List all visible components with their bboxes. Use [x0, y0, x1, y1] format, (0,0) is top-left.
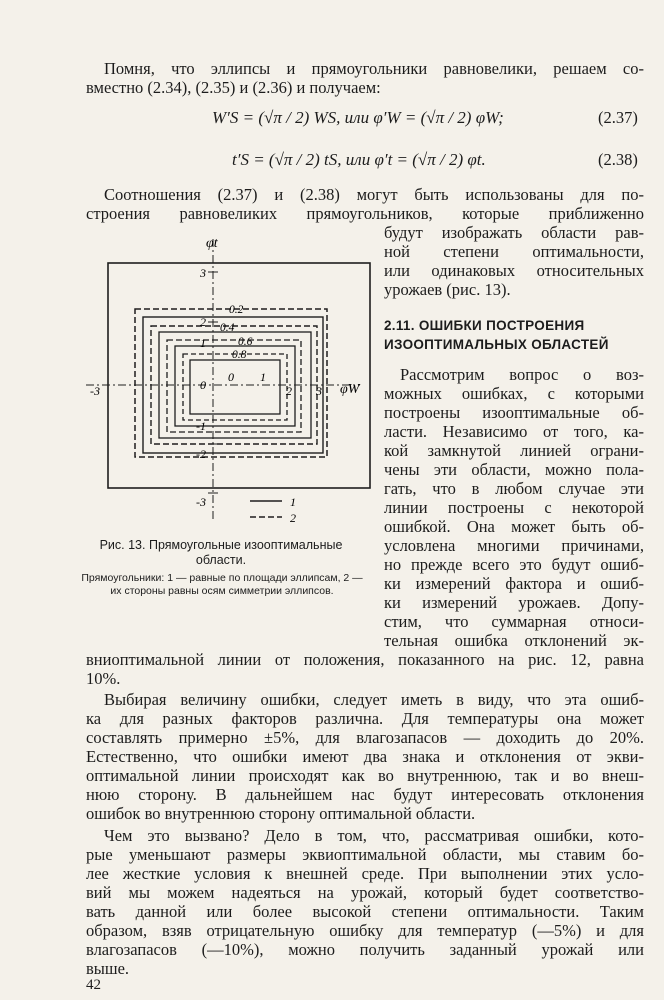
section-right-line-1: Рассмотрим вопрос о воз-	[400, 365, 644, 384]
page-number: 42	[86, 977, 101, 993]
level-label-0-6: 0.6	[238, 336, 253, 348]
para-right-line-2: ной степени оптимальности,	[384, 242, 644, 261]
section-right-line-15: тельная ошибка отклонений эк-	[384, 631, 644, 650]
section-right-line-3: построены изооптимальные об-	[384, 403, 644, 422]
para4-line-3: лее жесткие условия к внешней среде. При выполнении этих усло-	[86, 864, 644, 883]
para3-line-7: ошибок во внутреннюю сторону оптимальной области.	[86, 804, 476, 823]
para4-line-1: Чем это вызвано? Дело в том, что, рассматривая ошибки, кото-	[104, 826, 644, 845]
tick-y-minus-3: -3	[196, 495, 206, 509]
intro-line-2: вместно (2.34), (2.35) и (2.36) и получаем:	[86, 78, 381, 97]
para4-line-5: вать данной или более высокой степени оптимальности. Таким	[86, 902, 644, 921]
tick-y-minus-2: -2	[196, 447, 206, 461]
axis-x-label: φW	[340, 382, 360, 397]
equation-number-2-38: (2.38)	[598, 150, 638, 169]
section-right-line-5: кой замкнутой линией ограни-	[384, 441, 644, 460]
section-right-line-11: но прежде всего это будут ошиб-	[384, 555, 644, 574]
level-label-0-8: 0.8	[232, 349, 247, 361]
tick-y-0: 0	[200, 378, 206, 392]
section-right-line-10: условлена многими причинами,	[384, 536, 644, 555]
section-right-line-2: можных ошибках, с которыми	[384, 384, 644, 403]
para4-line-7: влагозапасов (—10%), можно получить заданный урожай или	[86, 940, 644, 959]
tick-x-1: 1	[260, 370, 266, 384]
para4-line-2: рые уменьшают размеры эквиоптимальной области, мы ставим бо-	[86, 845, 644, 864]
section-right-line-4: ласти. Независимо от того, ка-	[384, 422, 644, 441]
tick-x-2: 2	[286, 384, 292, 398]
equation-2-38: t′S = (√π / 2) tS, или φ′t = (√π / 2) φt.	[232, 150, 486, 169]
para3-line-4: Естественно, что ошибки имеют два знака и отклонения от экви-	[86, 747, 644, 766]
section-right-line-13: ки измерений урожаев. Допу-	[384, 593, 644, 612]
para4-line-4: вий мы можем надеяться на урожай, который будет соответство-	[86, 883, 644, 902]
level-label-0-2: 0.2	[229, 304, 244, 316]
equation-2-37: W′S = (√π / 2) WS, или φ′W = (√π / 2) φW;	[212, 108, 504, 127]
section-right-line-8: линии построены с некоторой	[384, 498, 644, 517]
section-full-line-2: 10%.	[86, 669, 121, 688]
tick-x-0: 0	[228, 370, 234, 384]
para-full-line-2: строения равновеликих прямоугольников, которые приближенно	[86, 204, 644, 223]
para-right-line-1: будут изображать области рав-	[384, 223, 644, 242]
tick-y-2: 2	[200, 315, 206, 329]
para4-line-6: образом, взяв отрицательную ошибку для температур (—5%) и для	[86, 921, 644, 940]
para-full-line-1: Соотношения (2.37) и (2.38) могут быть использованы для по-	[104, 185, 644, 204]
section-right-line-6: чены эти области, можно пола-	[384, 460, 644, 479]
figure-caption-title: Рис. 13. Прямоугольные изооптимальные области.	[99, 538, 343, 567]
para4-line-8: выше.	[86, 959, 130, 978]
rect-level-0-8-dashed	[183, 354, 287, 420]
para-right-line-3: или одинаковых относительных	[384, 261, 644, 280]
para3-line-5: оптимальной линии происходят как во внутреннюю, так и во внеш-	[86, 766, 644, 785]
section-heading-line-1: 2.11. ОШИБКИ ПОСТРОЕНИЯ	[384, 318, 585, 333]
figure-caption-note: Прямоугольники: 1 — равные по площади эллипсам, 2 — их стороны равны осям симметрии эллипсов.	[81, 572, 363, 597]
para3-line-6: нюю сторону. В дальнейшем нас будут интересовать отклонения	[86, 785, 644, 804]
figure-13-diagram	[72, 225, 372, 535]
tick-y-3: 3	[200, 266, 206, 280]
equation-number-2-37: (2.37)	[598, 108, 638, 127]
level-label-0-4: 0.4	[220, 322, 235, 334]
section-heading-line-2: ИЗООПТИМАЛЬНЫХ ОБЛАСТЕЙ	[384, 337, 609, 352]
tick-y-1: 1	[200, 336, 206, 350]
tick-x-minus-3: -3	[90, 384, 100, 398]
section-right-line-12: ки измерений фактора и ошиб-	[384, 574, 644, 593]
tick-y-minus-1: -1	[196, 419, 206, 433]
para3-line-3: составлять примерно ±5%, для влагозапасов — доходить до 20%.	[86, 728, 644, 747]
section-right-line-9: ошибкой. Она может быть об-	[384, 517, 644, 536]
section-right-line-7: гать, что в любом случае эти	[384, 479, 644, 498]
para-right-line-4: урожаев (рис. 13).	[384, 280, 511, 299]
rect-outer-solid	[108, 263, 370, 488]
legend-label-1: 1	[290, 495, 296, 509]
para3-line-1: Выбирая величину ошибки, следует иметь в виду, что эта ошиб-	[104, 690, 644, 709]
axis-y-label: φt	[206, 236, 218, 251]
section-full-line-1: вниоптимальной линии от положения, показанного на рис. 12, равна	[86, 650, 644, 669]
legend-label-2: 2	[290, 511, 296, 525]
intro-line-1: Помня, что эллипсы и прямоугольники равновелики, решаем со-	[104, 59, 644, 78]
tick-x-3: 3	[316, 384, 322, 398]
para3-line-2: ка для разных факторов различна. Для температуры она может	[86, 709, 644, 728]
section-right-line-14: стим, что суммарная относи-	[384, 612, 644, 631]
